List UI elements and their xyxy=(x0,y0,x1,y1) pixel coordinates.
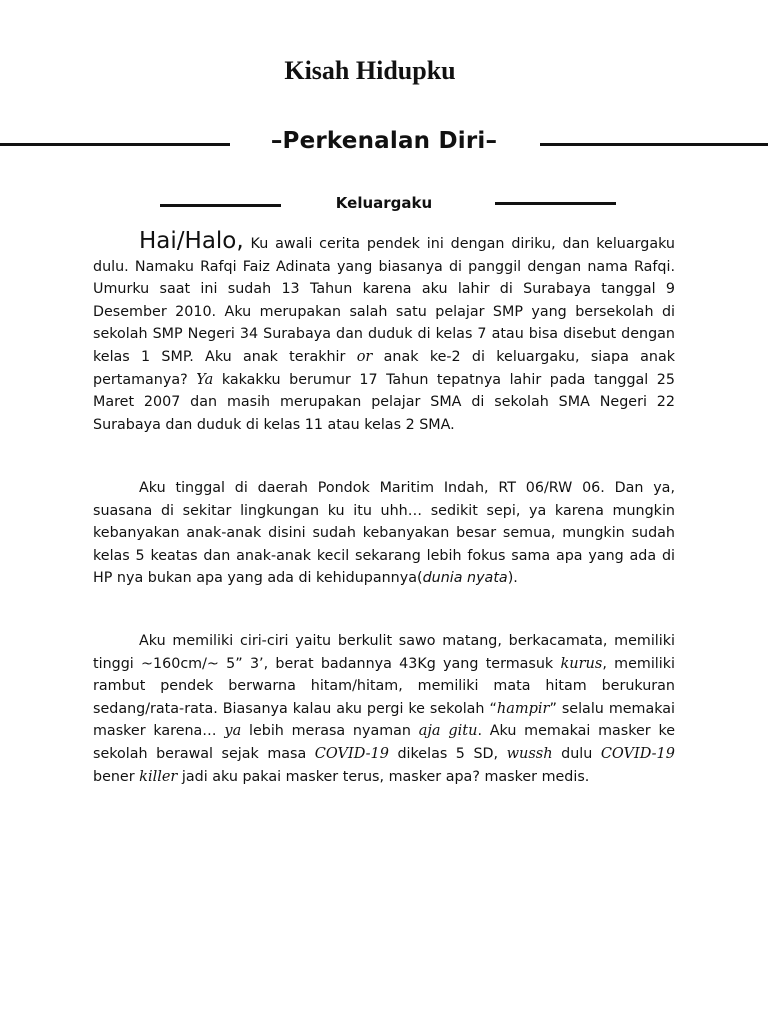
text-run: Ku awali cerita pendek ini dengan diriku, dan keluargaku dulu. Namaku Rafqi Faiz Adinata yang biasanya di panggil dengan nama Rafqi. Umurku saat ini sudah 13 Tahun karena aku lahir di Surabaya tanggal 9 Desember 2010. Aku merupakan salah satu pelajar SMP yang bersekolah di sekolah SMP Negeri 34 Surabaya dan duduk di kelas 7 atau bisa disebut dengan kelas 1 SMP. Aku anak terakhir xyxy=(93,236,675,365)
text-run: , memiliki rambut pendek berwarna hitam/hitam, memiliki mata hitam berukuran sedang/rata-rata. Biasanya kalau aku pergi ke sekolah “ xyxy=(93,655,675,717)
text-run: ). xyxy=(507,570,518,587)
italic-run: Ya xyxy=(196,371,214,388)
subheading-rule-right xyxy=(495,202,616,205)
paragraph-home xyxy=(93,477,675,590)
section-heading: –Perkenalan Diri– xyxy=(270,128,498,154)
sub-heading: Keluargaku xyxy=(335,194,433,212)
heading-rule-right xyxy=(540,143,768,146)
italic-run: dunia nyata xyxy=(422,570,508,587)
text-run: kakakku berumur 17 Tahun tepatnya lahir pada tanggal 25 Maret 2007 dan masih merupakan pelajar SMA di sekolah SMA Negeri 22 Surabaya dan duduk di kelas 11 atau kelas 2 SMA. xyxy=(93,371,675,433)
italic-run: wussh xyxy=(506,745,553,762)
text-run: jadi aku pakai masker terus, masker apa? masker medis. xyxy=(177,768,590,785)
paragraph-family xyxy=(93,230,675,436)
text-run: anak ke-2 di keluargaku, siapa anak pertamanya? xyxy=(93,348,675,388)
text-run: . Aku memakai masker ke sekolah berawal sejak masa xyxy=(93,723,676,762)
text-run: ” selalu memakai masker karena… xyxy=(93,700,675,740)
paragraph-appearance xyxy=(93,630,675,788)
text-run: Aku tinggal di daerah Pondok Maritim Indah, RT 06/RW 06. Dan ya, suasana di sekitar lingkungan ku itu uhh… sedikit sepi, ya karena mungkin kebanyakan anak-anak disini sudah kebanyakan besar semua, mungkin sudah kelas 5 keatas dan anak-anak kecil sekarang lebih fokus sama apa yang ada di HP nya bukan apa yang ada di kehidupannya( xyxy=(93,480,675,587)
italic-run: or xyxy=(356,348,373,365)
italic-run: kurus xyxy=(560,655,603,672)
italic-run: ya xyxy=(224,723,242,740)
page-title: Kisah Hidupku xyxy=(284,56,456,85)
text-run: lebih merasa nyaman xyxy=(241,723,419,740)
italic-run: killer xyxy=(139,768,178,785)
text-run: Aku memiliki ciri-ciri yaitu berkulit sawo matang, berkacamata, memiliki tinggi ~160cm/~ 5” 3’, berat badannya 43Kg yang termasuk xyxy=(93,633,675,672)
italic-run: aja gitu xyxy=(418,723,478,740)
text-run: dikelas 5 SD, xyxy=(388,745,507,762)
italic-run: hampir xyxy=(496,700,550,717)
italic-run: COVID-19 xyxy=(600,745,675,762)
text-run: dulu xyxy=(552,745,601,762)
text-run: bener xyxy=(93,768,140,785)
italic-run: COVID-19 xyxy=(314,745,389,762)
greeting-word: Hai/Halo, xyxy=(139,228,244,254)
